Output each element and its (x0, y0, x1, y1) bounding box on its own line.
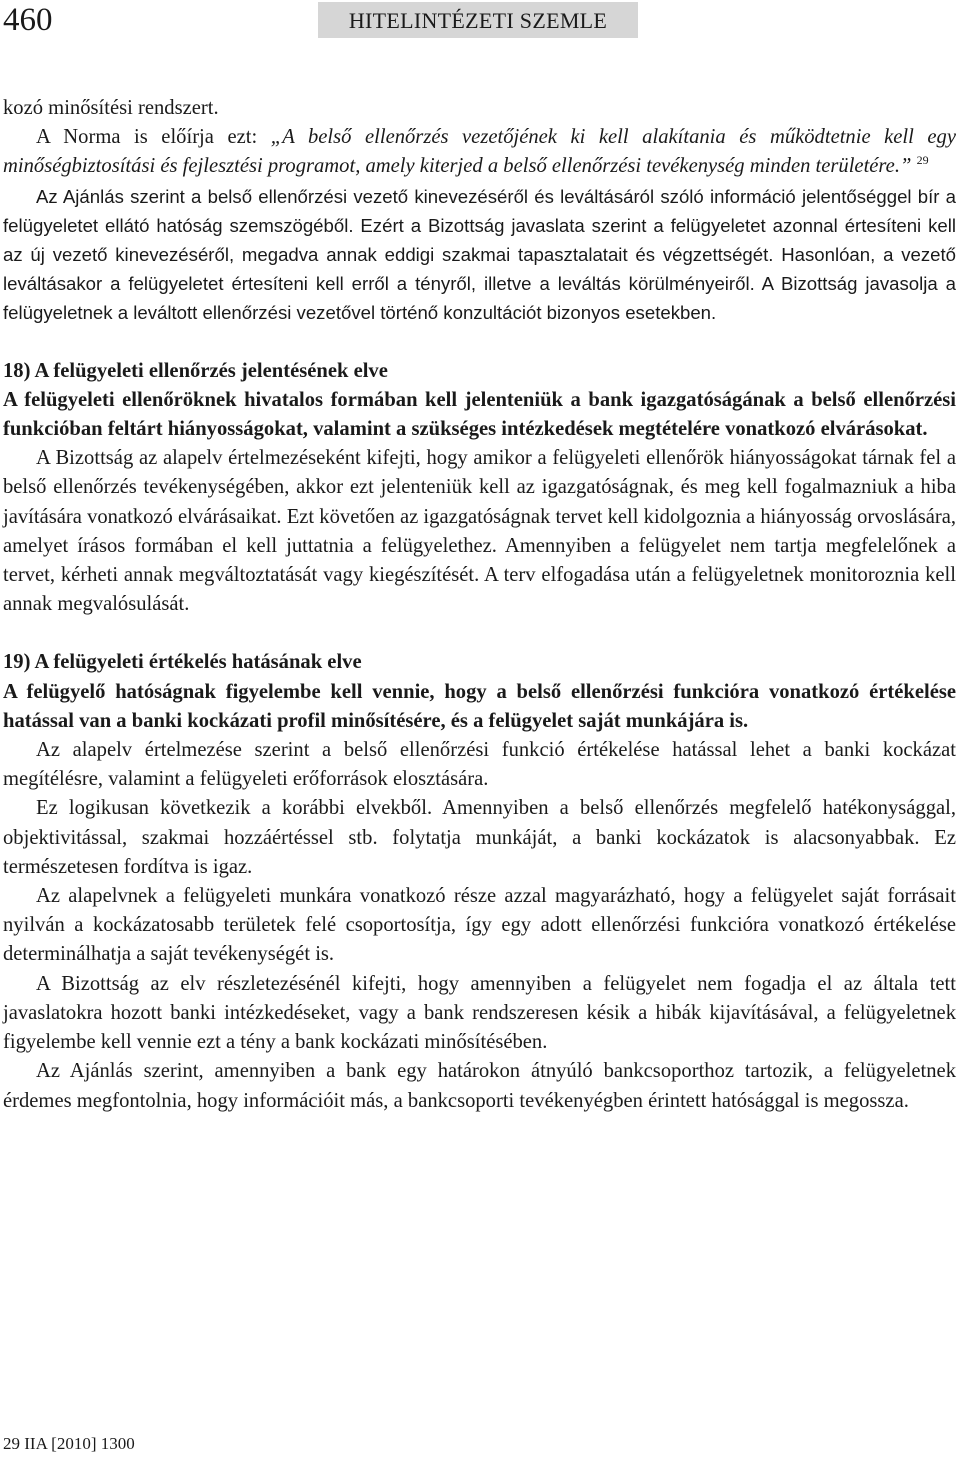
section-19-paragraph-5: Az Ajánlás szerint, amennyiben a bank egy határokon átnyúló bankcsoporthoz tartozik, a felügyeletnek érdemes megfontolnia, hogy információit más, a bankcsoporti tevékenyégben érintett hatósággal is megossza. (3, 1060, 956, 1112)
page-number: 460 (3, 2, 53, 38)
section-19-heading: 19) A felügyeleti értékelés hatásának elve (3, 651, 362, 674)
section-gap (3, 619, 956, 648)
quote-text: „A belső ellenőrzés vezetőjének ki kell alakítania és működtetnie kell egy minőségbiztosítási és fejlesztési programot, amely kiterjed a belső ellenőrzési tevékenység minden területére.” (3, 126, 956, 178)
section-18-paragraph: A Bizottság az alapelv értelmezéseként kifejti, hogy amikor a felügyeleti ellenőrök hiányosságokat tárnak fel a belső ellenőrzés tevékenységében, akkor ezt jelenteniük kell az igazgatóságnak, és meg kell fogalmazniuk a hiba javítására vonatkozó elvárásaikat. Ezt követően az igazgatóságnak tervet kell kidolgoznia a hiányosság orvoslására, amelyet írásos formában el kell juttatnia a felügyelethez. Amennyiben a felügyelet nem tartja megfelelőnek a tervet, kérheti annak megváltoztatását vagy kiegészítését. A terv elfogadása után a felügyeletnek monitoroznia kell annak megvalósulását. (3, 447, 956, 616)
footnote: 29 IIA [2010] 1300 (3, 1434, 135, 1453)
paragraph-continuation: kozó minősítési rendszert. (3, 97, 219, 119)
quote-lead: A Norma is előírja ezt: (36, 126, 271, 149)
page-body (3, 94, 956, 1116)
paragraph-recommendation: Az Ajánlás szerint a belső ellenőrzési vezető kinevezéséről és leváltásáról szóló információ jelentőséggel bír a felügyeletet ellátó hatóság szemszögéből. Ezért a Bizottság javaslata szerint a felügyeletet azonnal értesíteni kell az új vezető kinevezéséről, megadva annak eddigi szakmai tapasztalatait és végzettségét. Hasonlóan, a vezető leváltásakor a felügyeletet értesíteni kell erről a tényről, illetve a leváltás körülményeiről. A Bizottság javasolja a felügyeletnek a leváltott ellenőrzési vezetővel történő konzultációt bizonyos esetekben. (3, 185, 956, 324)
section-19-paragraph-1: Az alapelv értelmezése szerint a belső ellenőrzési funkció értékelése hatással lehet a banki kockázat megítélésre, valamint a felügyeleti erőforrások elosztására. (3, 739, 956, 791)
section-19-principle: A felügyelő hatóságnak figyelembe kell vennie, hogy a belső ellenőrzési funkcióra vonatkozó értékelése hatással van a banki kockázati profil minősítésére, és a felügyelet saját munkájára is. (3, 680, 956, 732)
section-19-paragraph-2: Ez logikusan következik a korábbi elvekből. Amennyiben a belső ellenőrzés megfelelő hatékonysággal, objektivitással, szakmai hozzáértéssel stb. folytatja munkáját, a banki kockázatok is alacsonyabbak. Ez természetesen fordítva is igaz. (3, 797, 956, 878)
paragraph-norma-quote (3, 123, 956, 181)
running-head: HITELINTÉZETI SZEMLE (318, 2, 638, 38)
section-19-paragraph-4: A Bizottság az elv részletezésénél kifejti, hogy amennyiben a felügyelet nem fogadja el az általa tett javaslatokra hozott banki intézkedéseket, vagy a bank rendszeresen késik a hibák kijavításával, a felügyeletnek figyelembe kell vennie ezt a tény a bank kockázati minősítésében. (3, 972, 956, 1054)
section-19-paragraph-3: Az alapelvnek a felügyeleti munkára vonatkozó része azzal magyarázható, hogy a felügyelet saját forrásait nyilván a kockázatosabb területek felé csoportosítja, így egy adott ellenőrzési funkcióra vonatkozó értékelése determinálhatja a saját tevékenységét is. (3, 885, 956, 966)
section-18-heading: 18) A felügyeleti ellenőrzés jelentésének elve (3, 359, 388, 382)
section-18-principle: A felügyeleti ellenőröknek hivatalos formában kell jelenteniük a bank igazgatóságának a belső ellenőrzési funkcióban feltárt hiányosságokat, valamint a szükséges intézkedések megtételére vonatkozó elvárásokat. (3, 388, 956, 441)
section-gap (3, 328, 956, 357)
footnote-reference: 29 (916, 153, 929, 168)
